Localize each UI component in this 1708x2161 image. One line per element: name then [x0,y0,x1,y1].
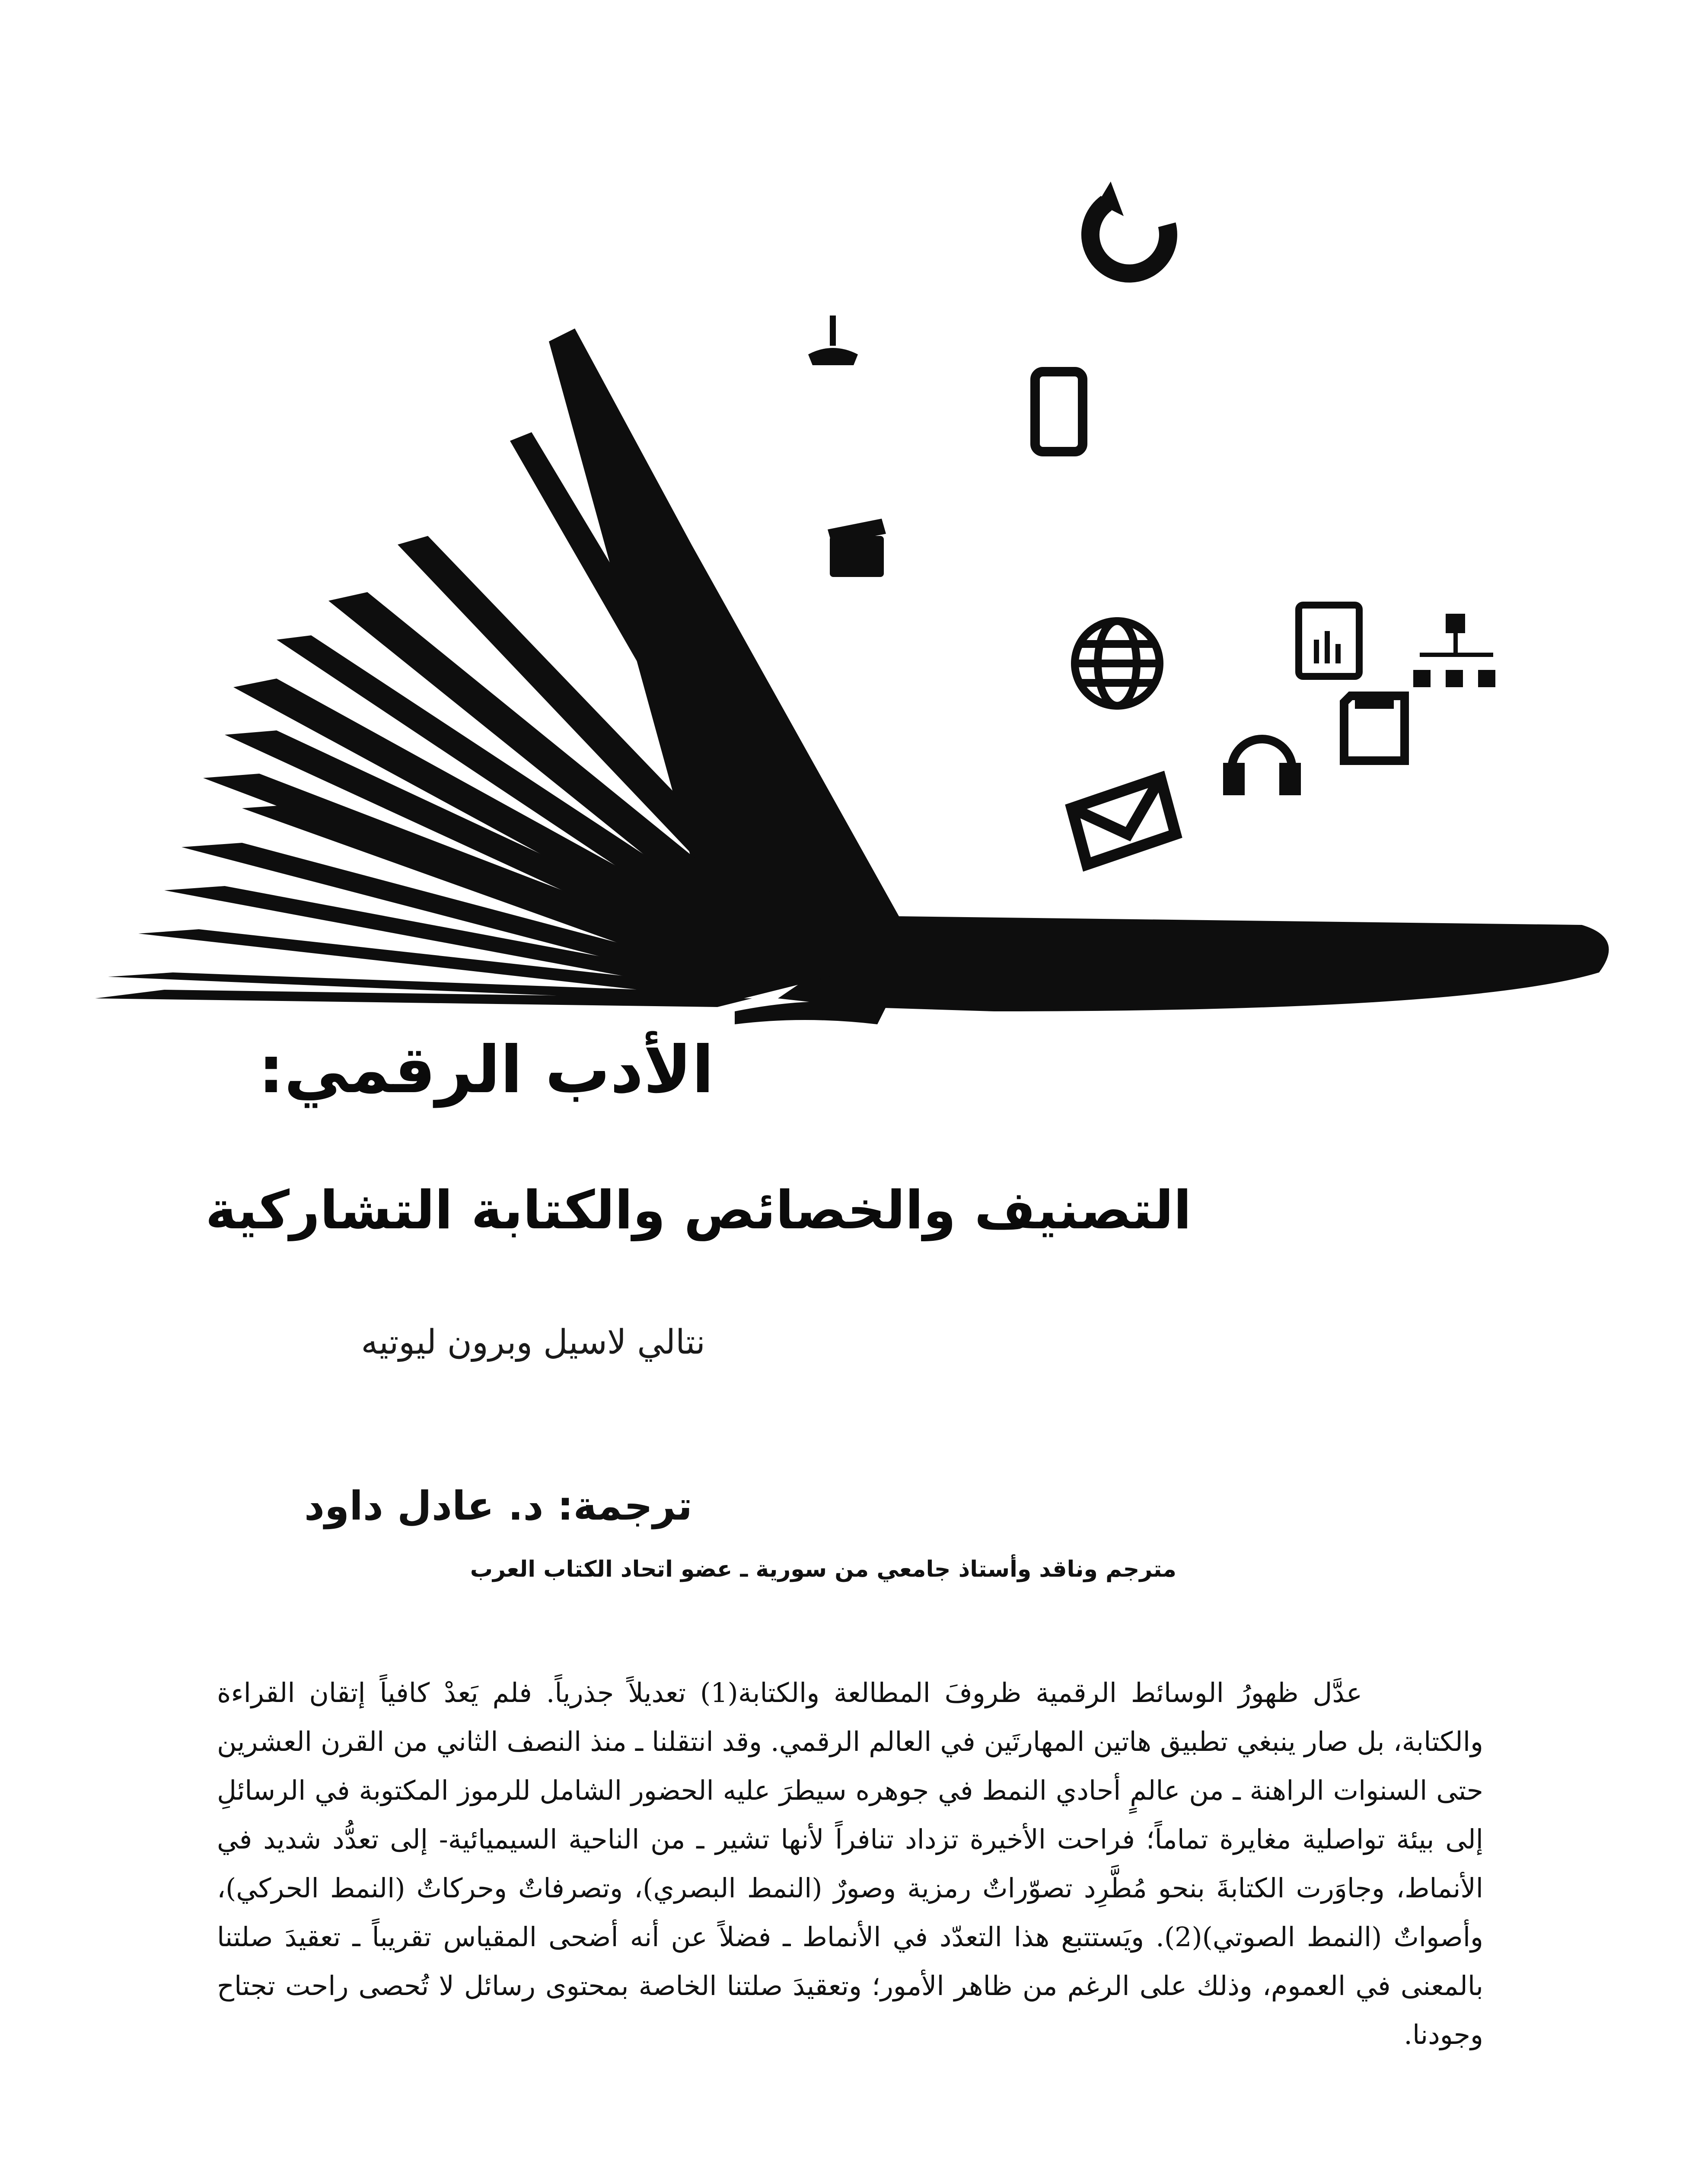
body-paragraph [217,1668,1483,2059]
authors-line: نتالي لاسيل وبرون ليوتيه [361,1323,705,1362]
sd-card-icon [1344,692,1405,761]
translator-bio: مترجم وناقد وأستاذ جامعي من سورية ـ عضو اتحاد الكتاب العرب [470,1556,1176,1582]
audio-document-icon [1299,605,1359,676]
article-title: الأدب الرقمي: [258,1033,714,1108]
clapperboard-icon [828,519,886,577]
email-envelope-icon [1072,778,1176,864]
phone-icon [1035,372,1083,452]
microphone-icon [808,316,858,365]
title-block [258,1033,714,1108]
globe-icon [1075,621,1160,706]
body-paragraph-text: عدَّل ظهورُ الوسائط الرقمية ظروفَ المطالعة والكتابة(1) تعديلاً جذرياً. فلم يَعدْ كافياً إتقان القراءة والكتابة، بل صار ينبغي تطبيق هاتين المهارتَين في العالم الرقمي. وقد انتقلنا ـ منذ النصف الثاني من القرن العشرين حتى السنوات الراهنة ـ من عالمٍ أحادي النمط في جوهره سيطرَ عليه الحضور الشامل للرموز المكتوبة في الرسائلِ إلى بيئة تواصلية مغايرة تماماً؛ فراحت الأخيرة تزداد تنافراً لأنها تشير ـ من الناحية السيميائية- إلى تعدُّد شديد في الأنماط، وجاوَرت الكتابةَ بنحو مُطَّرِد تصوّراتٌ رمزية وصورٌ (النمط البصري)، وتصرفاتٌ وحركاتٌ (النمط الحركي)، وأصواتٌ (النمط الصوتي)(2). ويَستتبع هذا التعدّد في الأنماط ـ فضلاً عن أنه أضحى المقياس تقريباً ـ تعقيدَ صلتنا بالمعنى في العموم، وذلك على الرغم من ظاهر الأمور؛ وتعقيدَ صلتنا الخاصة بمحتوى رسائل لا تُحصى راحت تجتاح وجودنا. [217,1677,1483,2050]
open-book-illustration [0,0,1708,1046]
headset-icon [1227,739,1297,791]
refresh-icon [1090,182,1168,274]
article-subtitle: التصنيف والخصائص والكتابة التشاركية [205,1179,1192,1241]
network-hierarchy-icon [1413,614,1495,687]
translator-line: ترجمة: د. عادل داود [304,1483,692,1529]
